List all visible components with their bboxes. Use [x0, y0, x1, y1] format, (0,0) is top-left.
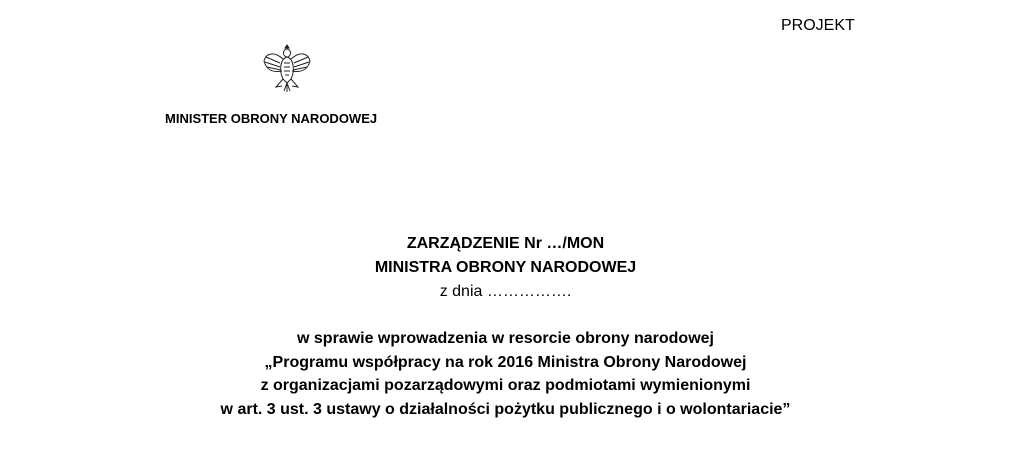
project-label: PROJEKT — [781, 17, 855, 34]
issuer-heading: MINISTER OBRONY NARODOWEJ — [165, 111, 378, 126]
document-date: z dnia ……………. — [439, 283, 572, 300]
subject-line: z organizacjami pozarządowymi oraz podmiotami wymienionymi — [260, 377, 751, 394]
subject-line: w sprawie wprowadzenia w resorcie obrony narodowej — [297, 330, 714, 347]
document-subject — [0, 327, 1011, 421]
document-title-issuer: MINISTRA OBRONY NARODOWEJ — [374, 259, 637, 276]
document-title: ZARZĄDZENIE Nr …/MON — [406, 235, 605, 252]
subject-line: „Programu współpracy na rok 2016 Ministra Obrony Narodowej — [264, 353, 747, 371]
subject-line: w art. 3 ust. 3 ustawy o działalności pożytku publicznego i o wolontariacie” — [220, 400, 791, 418]
polish-eagle-emblem-icon — [262, 41, 312, 93]
